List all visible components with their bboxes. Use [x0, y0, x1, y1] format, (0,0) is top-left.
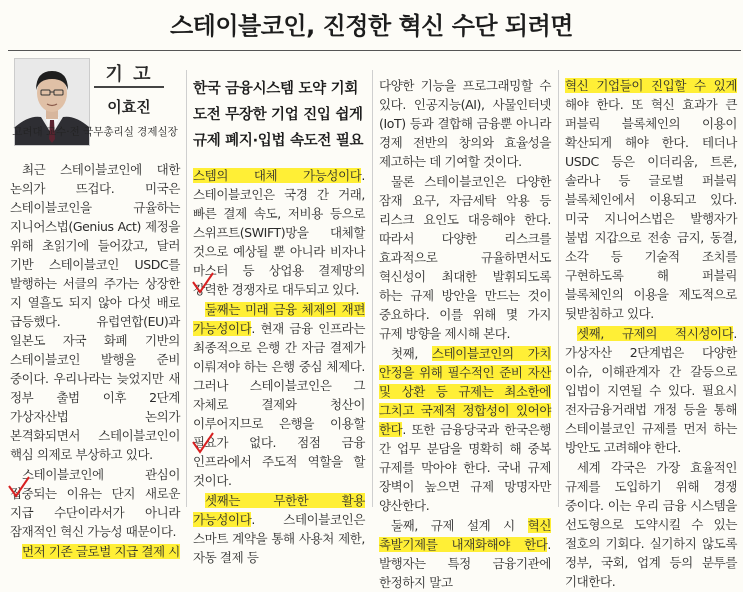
title-divider — [8, 50, 741, 51]
column-divider — [558, 70, 559, 507]
highlighted-text: 혁신 기업들이 진입할 수 있게 — [565, 78, 737, 93]
paragraph: 다양한 기능을 프로그래밍할 수 있다. 인공지능(AI), 사물인터넷(IoT) 등과 결합해 금융뿐 아니라 경제 전반의 창의와 효율성을 제고하는 데 기여할 것이다. — [379, 78, 551, 169]
article-title: 스테이블코인, 진정한 혁신 수단 되려면 — [170, 12, 573, 40]
paragraph: 세계 각국은 가장 효율적인 규제를 도입하기 위해 경쟁 중이다. 이는 우리 금융 시스템을 선도형으로 도약시킬 수 있는 절호의 기회다. 실기하지 않도록 정부, 국회, 업계 등의 분투를 기대한다. — [565, 460, 737, 589]
highlighted-text: 셋째는 무한한 활용 가능성이다 — [193, 493, 365, 527]
paragraph: 첫째, 스테이블코인의 가치 안정을 위해 필수적인 준비 자산 및 상환 등 규제는 최소한에 그치고 국제적 정합성이 있어야 한다. 또한 금융당국과 한국은행 간 업무 분담을 명확히 해 중복 규제를 막아야 한다. 국내 규제 장벽이 높으면 규제 망명자만 양산한다. — [379, 346, 551, 513]
highlighted-text: 셋째, 규제의 적시성이다 — [577, 326, 734, 341]
subheadline: 규제 폐지·입법 속도전 필요 — [193, 133, 364, 149]
paragraph: 스테이블코인에 관심이 집중되는 이유는 단지 새로운 지급 수단이라서가 아니라 잠재적인 혁신 가능성 때문이다. — [10, 467, 180, 539]
paragraph: 최근 스테이블코인에 대한 논의가 뜨겁다. 미국은 스테이블코인을 규율하는 지니어스법(Genius Act) 제정을 위해 초읽기에 들어갔고, 달러 기반 스테이블코인 USDC를 발행하는 서클의 주가는 상장한 지 열흘도 되지 않아 다섯 배로 급등했다. 유럽연합(EU)과 일본도 자국 화폐 기반의 스테이블코인 발행을 준비 중이다. 우리나라는 늦었지만 새 정부 출범 이후 2단계 가상자산법 논의가 본격화되면서 스테이블코인이 핵심 의제로 부상하고 있다. — [10, 162, 180, 462]
subheadline: 도전 무장한 기업 진입 쉽게 — [193, 107, 363, 123]
paragraph: 스템의 대체 가능성이다. 스테이블코인은 국경 간 거래, 빠른 결제 속도, 저비용 등으로 스위프트(SWIFT)망을 대체할 것으로 예상될 뿐 아니라 비자나 마스터 등 상업용 결제망의 강력한 경쟁자로 대두되고 있다. — [193, 168, 365, 297]
paragraph — [10, 542, 180, 561]
author-affiliation: 고려대 교수·전 국무총리실 경제실장 — [12, 126, 178, 138]
article-column-4 — [565, 76, 737, 591]
column-divider — [372, 70, 373, 507]
article-column-1 — [10, 160, 180, 561]
paragraph: 둘째, 규제 설계 시 혁신 촉발기제를 내재화해야 한다. 발행자는 특정 금융기관에 한정하지 말고 — [379, 518, 551, 590]
highlighted-text: 먼저 기존 글로벌 지급 결제 시 — [22, 544, 180, 559]
paragraph: 셋째, 규제의 적시성이다. 가상자산 2단계법은 다양한 이슈, 이해관계자 간 갈등으로 입법이 지연될 수 있다. 필요시 전자금융거래법 개정 등을 통해 스테이블코인 규제를 먼저 하는 방안도 고려해야 한다. — [565, 326, 737, 455]
paragraph: 물론 스테이블코인은 다양한 잠재 요구, 자금세탁 악용 등 리스크 요인도 대응해야 한다. 따라서 다양한 리스크를 효과적으로 규율하면서도 혁신성이 최대한 발휘되도록 하는 규제 방안을 만드는 것이 중요하다. 이를 위해 몇 가지 규제 방향을 제시해 본다. — [379, 174, 551, 341]
highlighted-text: 둘째는 미래 금융 체제의 재편 가능성이다 — [193, 302, 365, 336]
paragraph: 둘째는 미래 금융 체제의 재편 가능성이다. 현재 금융 인프라는 최종적으로 은행 간 자금 결제가 이뤄져야 하는 은행 중심 체제다. 그러나 스테이블코인은 그 자체로 결제와 청산이 이루어지므로 은행을 이용할 필요가 없다. 점점 금융 인프라에서 주도적 역할을 할 것이다. — [193, 302, 365, 488]
author-name: 이효진 — [107, 98, 151, 116]
highlighted-text: 혁신 촉발기제를 내재화해야 한다 — [379, 518, 551, 552]
paragraph: 혁신 기업들이 진입할 수 있게 해야 한다. 또 혁신 효과가 큰 퍼블릭 블록체인의 이용이 확산되게 해야 한다. 테더나 USDC 등은 이더리움, 트론, 솔라나 등 글로벌 퍼블릭 블록체인에서 이용되고 있다. 미국 지니어스법은 발행자가 불법 지갑으로 전송 금지, 동결, 소각 등 기술적 조치를 구현하도록 해 퍼블릭 블록체인의 이용을 제도적으로 뒷받침하고 있다. — [565, 78, 737, 321]
highlighted-text: 스템의 대체 가능성이다 — [193, 168, 362, 183]
subheadline: 한국 금융시스템 도약 기회 — [193, 81, 359, 97]
pen-check-mark — [6, 474, 32, 500]
column-divider — [186, 70, 187, 507]
section-badge: 기 고 — [94, 60, 164, 88]
paragraph: 셋째는 무한한 활용 가능성이다. 스테이블코인은 스마트 계약을 통해 사용처 제한, 자동 결제 등 — [193, 493, 365, 565]
pen-check-mark — [190, 430, 216, 456]
pen-check-mark — [190, 270, 216, 296]
highlighted-text: 스테이블코인의 가치 안정을 위해 필수적인 준비 자산 및 상환 등 규제는 최소한에 그치고 국제적 정합성이 있어야 한다 — [379, 346, 551, 437]
article-column-2 — [193, 76, 365, 567]
article-column-3 — [379, 76, 551, 592]
